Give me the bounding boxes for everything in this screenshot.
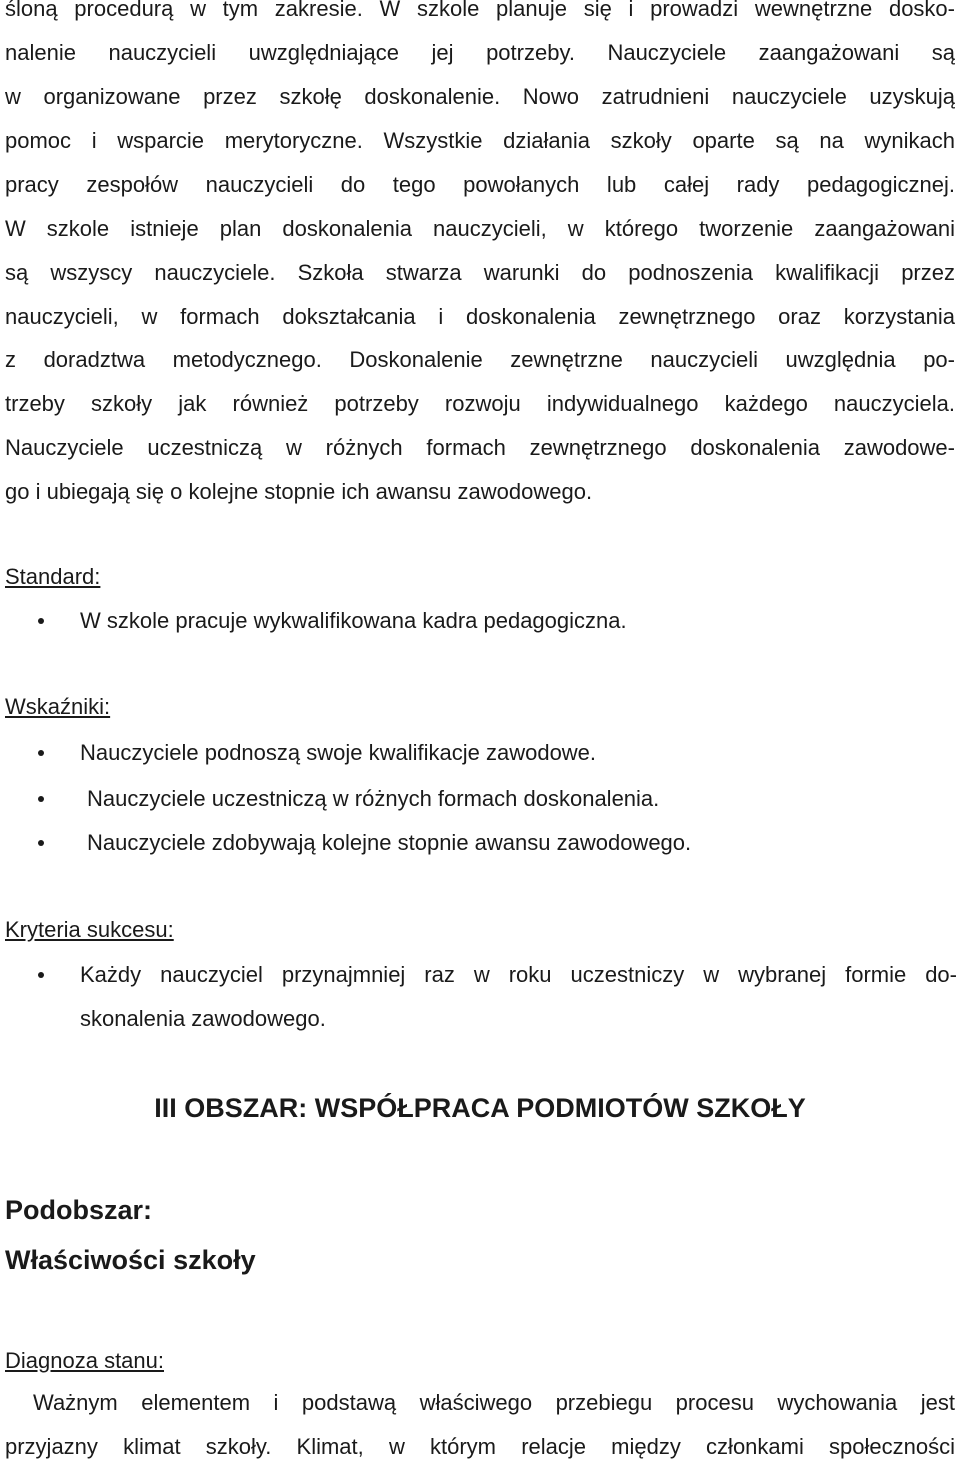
paragraph-line: trzeby szkoły jak również potrzeby rozwoju indywidualnego każdego nauczyciela.	[5, 391, 955, 416]
podobszar-name: Właściwości szkoły	[5, 1245, 256, 1275]
paragraph-line: Nauczyciele uczestniczą w różnych formach zewnętrznego doskonalenia zawodowe-	[5, 435, 955, 460]
wskazniki-heading: Wskaźniki:	[5, 694, 111, 719]
bullet-icon	[5, 828, 80, 858]
paragraph-line: go i ubiegają się o kolejne stopnie ich awansu zawodowego.	[5, 479, 593, 504]
paragraph-line: pomoc i wsparcie merytoryczne. Wszystkie działania szkoły oparte są na wynikach	[5, 128, 955, 153]
paragraph-line: W szkole istnieje plan doskonalenia nauczycieli, w którego tworzenie zaangażowani	[5, 216, 955, 241]
kryteria-heading: Kryteria sukcesu:	[5, 917, 174, 942]
standard-heading: Standard:	[5, 564, 101, 589]
section-title: III OBSZAR: WSPÓŁPRACA PODMIOTÓW SZKOŁY	[154, 1093, 806, 1123]
paragraph-line: Ważnym elementem i podstawą właściwego przebiegu procesu wychowania jest	[33, 1390, 955, 1415]
paragraph-line: pracy zespołów nauczycieli do tego powołanych lub całej rady pedagogicznej.	[5, 172, 955, 197]
diagnoza-heading: Diagnoza stanu:	[5, 1348, 164, 1373]
bullet-icon	[5, 784, 80, 814]
bullet-icon	[5, 960, 80, 990]
paragraph-line: przyjazny klimat szkoły. Klimat, w którym relacje między członkami społeczności	[5, 1434, 955, 1459]
bullet-icon	[5, 738, 80, 768]
paragraph-line: są wszyscy nauczyciele. Szkoła stwarza warunki do podnoszenia kwalifikacji przez	[5, 260, 955, 285]
paragraph-line: nalenie nauczycieli uwzględniające jej potrzeby. Nauczyciele zaangażowani są	[5, 40, 955, 65]
paragraph-line: w organizowane przez szkołę doskonalenie. Nowo zatrudnieni nauczyciele uzyskują	[5, 84, 955, 109]
paragraph-line: ślоną procedurą w tym zakresie. W szkole planuje się i prowadzi wewnętrzne dosko-	[5, 0, 955, 21]
paragraph-line: nauczycieli, w formach dokształcania i doskonalenia zewnętrznego oraz korzystania	[5, 304, 955, 329]
paragraph-line: z doradztwa metodycznego. Doskonalenie zewnętrzne nauczycieli uwzględnia po-	[5, 347, 955, 372]
podobszar-label: Podobszar:	[5, 1195, 153, 1225]
bullet-icon	[5, 606, 80, 636]
